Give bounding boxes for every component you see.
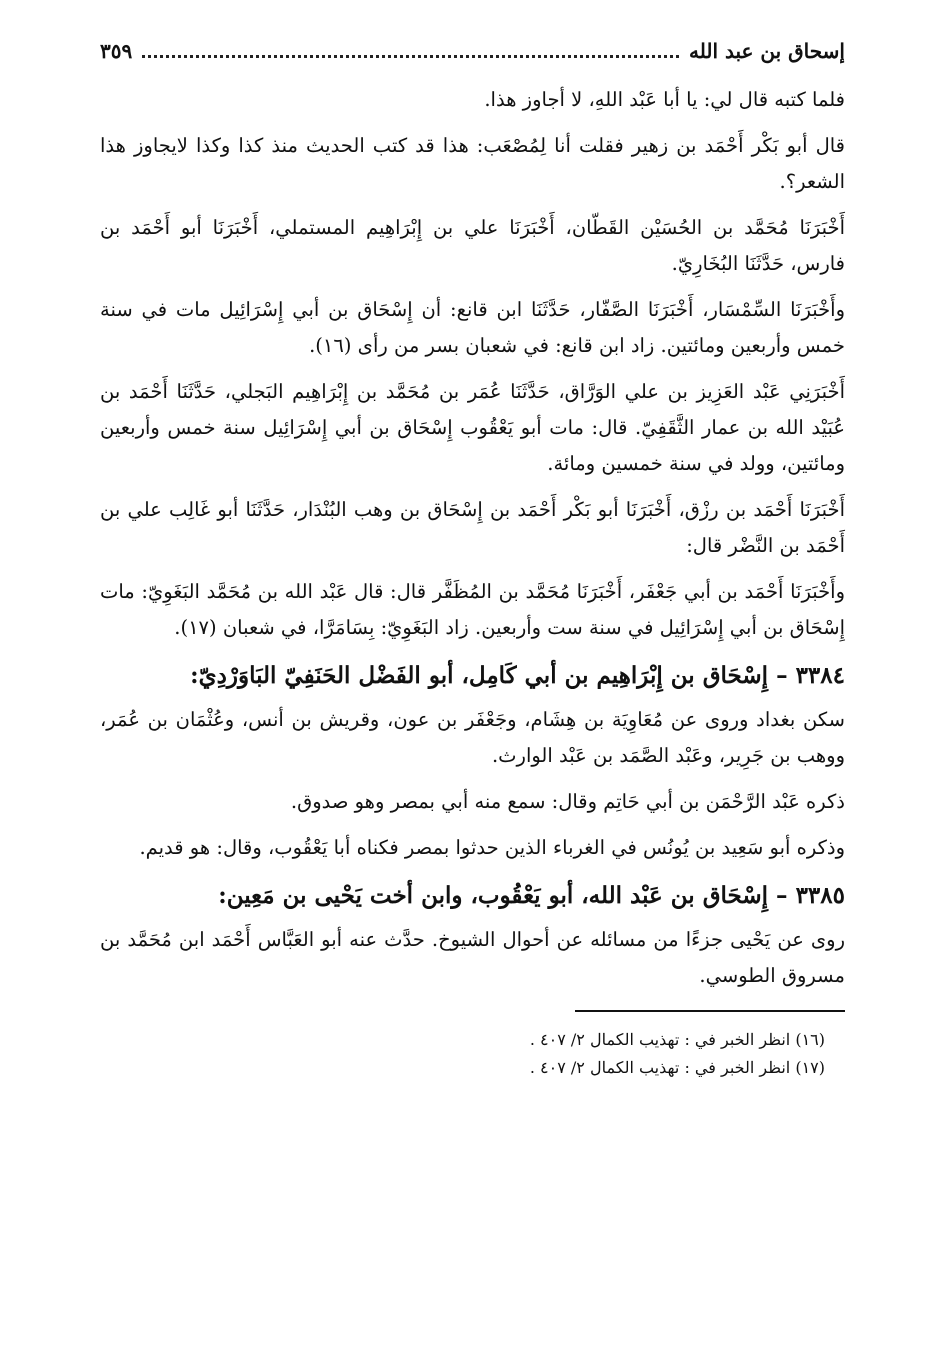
page <box>100 28 845 1082</box>
paragraph: أَخْبَرَنَا أَحْمَد بن رزْق، أَخْبَرَنَا أبو بَكْر أَحْمَد بن إِسْحَاق بن وهب البُنْدَار، حَدَّثَنَا أبو غَالِب علي بن أَحْمَد بن النَّضْر قال: <box>100 498 845 557</box>
entry-title-3384: ٣٣٨٤ – إِسْحَاق بن إِبْرَاهِيم بن أبي كَامِل، أبو الفَضْل الحَنَفِيّ البَاوَرْدِيّ: <box>190 662 845 689</box>
paragraph: قال أبو بَكْر أَحْمَد بن زهير فقلت أنا لِمُصْعَب: هذا قد كتب الحديث منذ كذا وكذا لايجاوز هذا الشعر؟. <box>100 134 845 193</box>
paragraph: فلما كتبه قال لي: يا أبا عَبْد اللهِ، لا أجاوز هذا. <box>484 88 845 111</box>
paragraph: وأَخْبَرَنَا أَحْمَد بن أبي جَعْفَر، أَخْبَرَنَا مُحَمَّد بن المُظَفَّر قال: قال عَبْد الله بن مُحَمَّد البَغَوِيّ: مات إِسْحَاق بن أبي إِسْرَائِيل في سنة ست وأربعين. زاد البَغَوِيّ: بِسَامَرَّا، في شعبان (١٧). <box>100 580 845 639</box>
paragraph: أَخْبَرَنِي عَبْد العَزِيز بن علي الوَرَّاق، حَدَّثَنَا عُمَر بن مُحَمَّد بن إِبْرَاهِيم البَجلي، حَدَّثَنَا أَحْمَد بن عُبَيْد الله بن عمار الثَّقَفِيّ. قال: مات أبو يَعْقُوب إِسْحَاق بن أبي إِسْرَائِيل سنة خمس وأربعين ومائتين، وولد في سنة خمسين ومائة. <box>100 380 845 475</box>
paragraph: ذكره عَبْد الرَّحْمَن بن أبي حَاتِم وقال: سمع منه أبي بمصر وهو صدوق. <box>290 790 845 813</box>
entry-title-3385: ٣٣٨٥ – إِسْحَاق بن عَبْد الله، أبو يَعْقُوب، وابن أخت يَحْيى بن مَعِين: <box>218 882 845 909</box>
running-header <box>100 28 845 74</box>
dotted-leader <box>142 29 679 58</box>
footnote-divider <box>575 1010 845 1012</box>
paragraph: أَخْبَرَنَا مُحَمَّد بن الحُسَيْن القَطّان، أَخْبَرَنَا علي بن إِبْرَاهِيم المستملي، أَخْبَرَنَا أبو أَحْمَد بن فارس، حَدَّثَنَا البُخَارِيّ. <box>100 216 845 275</box>
page-number: ٣٥٩ <box>100 39 133 63</box>
running-title: إسحاق بن عبد الله <box>689 39 845 63</box>
paragraph: وذكره أبو سَعِيد بن يُونُس في الغرباء الذين حدثوا بمصر فكناه أبا يَعْقُوب، وقال: هو قديم. <box>139 836 845 859</box>
paragraph: روى عن يَحْيى جزءًا من مسائله عن أحوال الشيوخ. حدَّث عنه أبو العَبَّاس أَحْمَد ابن مُحَمَّد بن مسروق الطوسي. <box>100 928 845 987</box>
footnote: (١٧) انظر الخبر في : تهذيب الكمال ٢/ ٤٠٧ . <box>529 1058 825 1077</box>
paragraph: سكن بغداد وروى عن مُعَاوِيَة بن هِشَام، وجَعْفَر بن عون، وقريش بن أنس، وعُثْمَان بن عُمَر، ووهب بن جَرِير، وعَبْد الصَّمَد بن عَبْد الوارث. <box>100 708 845 767</box>
paragraph: وأَخْبَرَنَا السِّمْسَار، أَخْبَرَنَا الصَّفّار، حَدَّثَنَا ابن قانع: أن إِسْحَاق بن أبي إِسْرَائِيل مات في سنة خمس وأربعين ومائتين. زاد ابن قانع: في شعبان بسر من رأى (١٦). <box>100 298 845 357</box>
footnote: (١٦) انظر الخبر في : تهذيب الكمال ٢/ ٤٠٧ . <box>529 1030 825 1049</box>
